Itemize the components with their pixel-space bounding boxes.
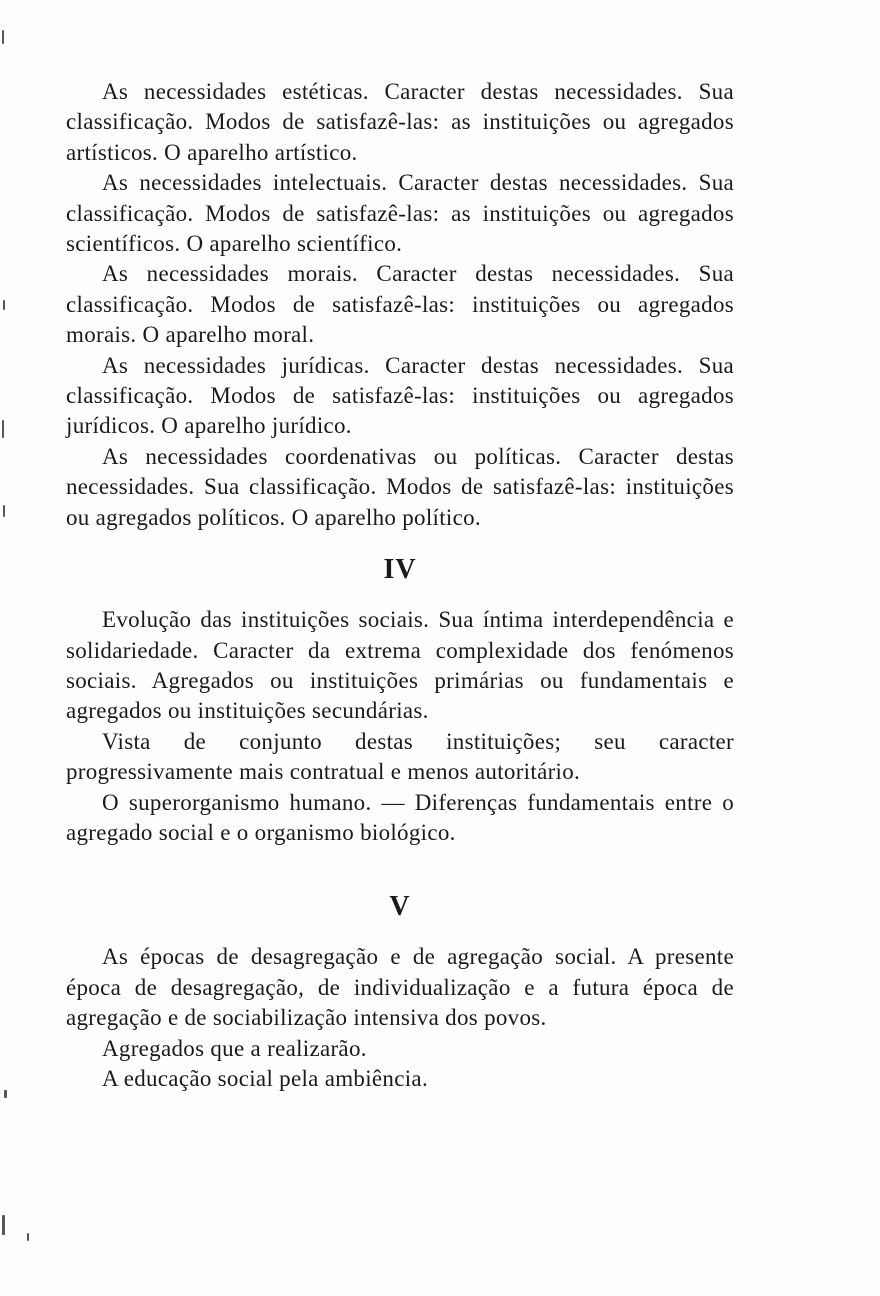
margin-mark [27,1233,29,1241]
paragraph-social-institutions-evolution: Evolução das instituições sociais. Sua íntima interdependência e solidariedade. Caracter da extrema complexidade dos fenómenos sociais. Agregados ou instituições primárias ou fundamentais e agregados ou instituições secundárias. [66,607,734,724]
paragraph-overview-institutions: Vista de conjunto destas instituições; seu caracter progressivamente mais contratual e menos autoritário. [66,728,734,785]
paragraph-social-education: A educação social pela ambiência. [102,1065,428,1091]
margin-mark [2,1215,5,1235]
margin-mark [2,30,4,44]
section-heading-v: V [389,891,411,923]
paragraph-superorganism: O superorganismo humano. — Diferenças fundamentais entre o agregado social e o organismo biológico. [66,789,734,845]
paragraph-political-needs: As necessidades coordenativas ou políticas. Caracter destas necessidades. Sua classificação. Modos de satisfazê-las: instituições ou agregados políticos. O aparelho político. [66,443,734,530]
paragraph-juridical-needs: As necessidades jurídicas. Caracter destas necessidades. Sua classificação. Modos de satisfazê-las: instituições ou agregados jurídicos. O aparelho jurídico. [66,352,734,439]
margin-mark [2,420,4,438]
paragraph-intellectual-needs: As necessidades intelectuais. Caracter destas necessidades. Sua classificação. Modos de satisfazê-las: as instituições ou agregados scientíficos. O aparelho scientífico. [66,170,734,257]
margin-mark [3,300,5,310]
margin-mark [3,505,5,517]
margin-mark [4,1090,7,1098]
paragraph-aesthetic-needs: As necessidades estéticas. Caracter destas necessidades. Sua classificação. Modos de satisfazê-las: as instituições ou agregados artísticos. O aparelho artístico. [66,79,734,165]
paragraph-epochs: As épocas de desagregação e de agregação social. A presente época de desagregação, de individualização e a futura época de agregação e de sociabilização intensiva dos povos. [66,944,734,1031]
paragraph-moral-needs: As necessidades morais. Caracter destas necessidades. Sua classificação. Modos de satisfazê-las: instituições ou agregados morais. O aparelho moral. [66,261,734,348]
paragraph-aggregates: Agregados que a realizarão. [102,1035,367,1061]
page-content [66,77,734,1094]
section-heading-iv: IV [383,554,417,586]
